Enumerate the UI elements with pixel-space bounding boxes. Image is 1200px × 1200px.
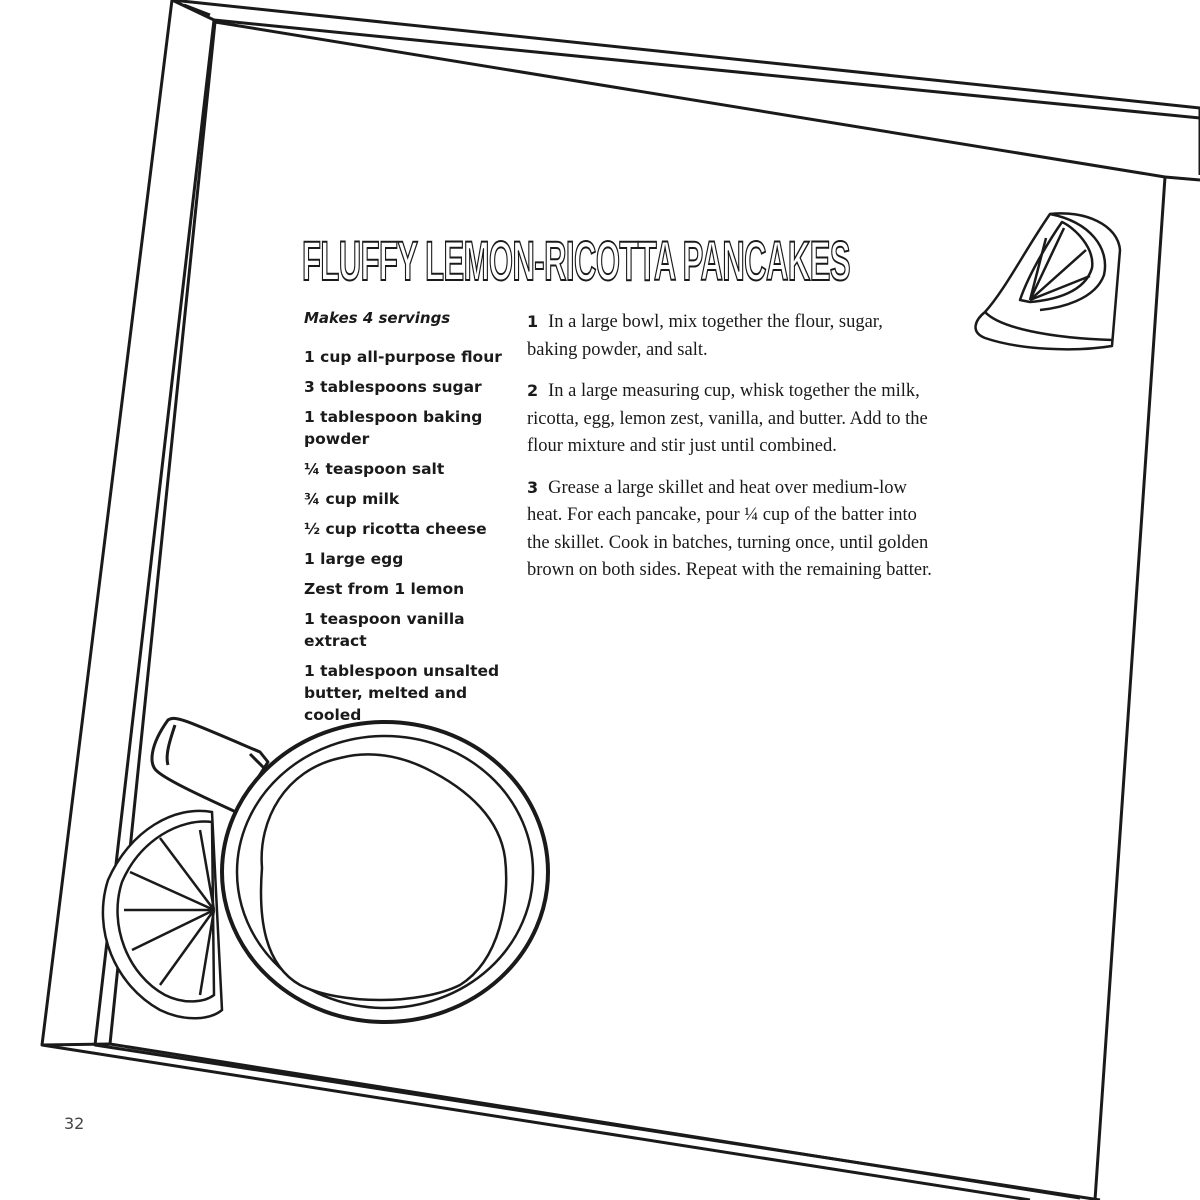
step-number: 3	[527, 477, 539, 497]
instruction-list	[527, 308, 935, 598]
ingredient-item: 1 tablespoon unsalted butter, melted and cooled	[304, 662, 500, 724]
ingredient-item: 1 tablespoon baking powder	[304, 408, 483, 448]
recipe-title: FLUFFY LEMON-RICOTTA PANCAKES	[302, 229, 850, 292]
step-number: 2	[527, 381, 539, 400]
step-number: 1	[527, 312, 539, 331]
ingredient-item: ¾ cup milk	[304, 490, 400, 508]
step-text: In a large bowl, mix together the flour, sugar, baking powder, and salt.	[527, 312, 883, 360]
ingredient-list	[304, 346, 504, 734]
instruction-step	[527, 308, 935, 364]
ingredient-item: ¼ teaspoon salt	[304, 460, 445, 478]
page-number: 32	[64, 1114, 85, 1133]
ingredient-item: 1 large egg	[304, 550, 404, 568]
ingredient-item: Zest from 1 lemon	[304, 580, 465, 598]
recipe-yield: Makes 4 servings	[304, 309, 451, 327]
instruction-step	[527, 474, 935, 585]
instruction-step	[527, 377, 935, 461]
ingredient-item: 1 teaspoon vanilla extract	[304, 610, 465, 650]
step-text: Grease a large skillet and heat over medium-low heat. For each pancake, pour ¼ cup of the batter into the skillet. Cook in batches, turning once, until golden brown on both sides. Repeat with the remaining batter.	[527, 477, 932, 580]
ingredient-item: ½ cup ricotta cheese	[304, 520, 487, 538]
step-text: In a large measuring cup, whisk together the milk, ricotta, egg, lemon zest, vanilla, and butter. Add to the flour mixture and stir just until combined.	[527, 381, 928, 456]
ingredient-item: 3 tablespoons sugar	[304, 378, 482, 396]
ingredient-item: 1 cup all-purpose flour	[304, 348, 502, 366]
